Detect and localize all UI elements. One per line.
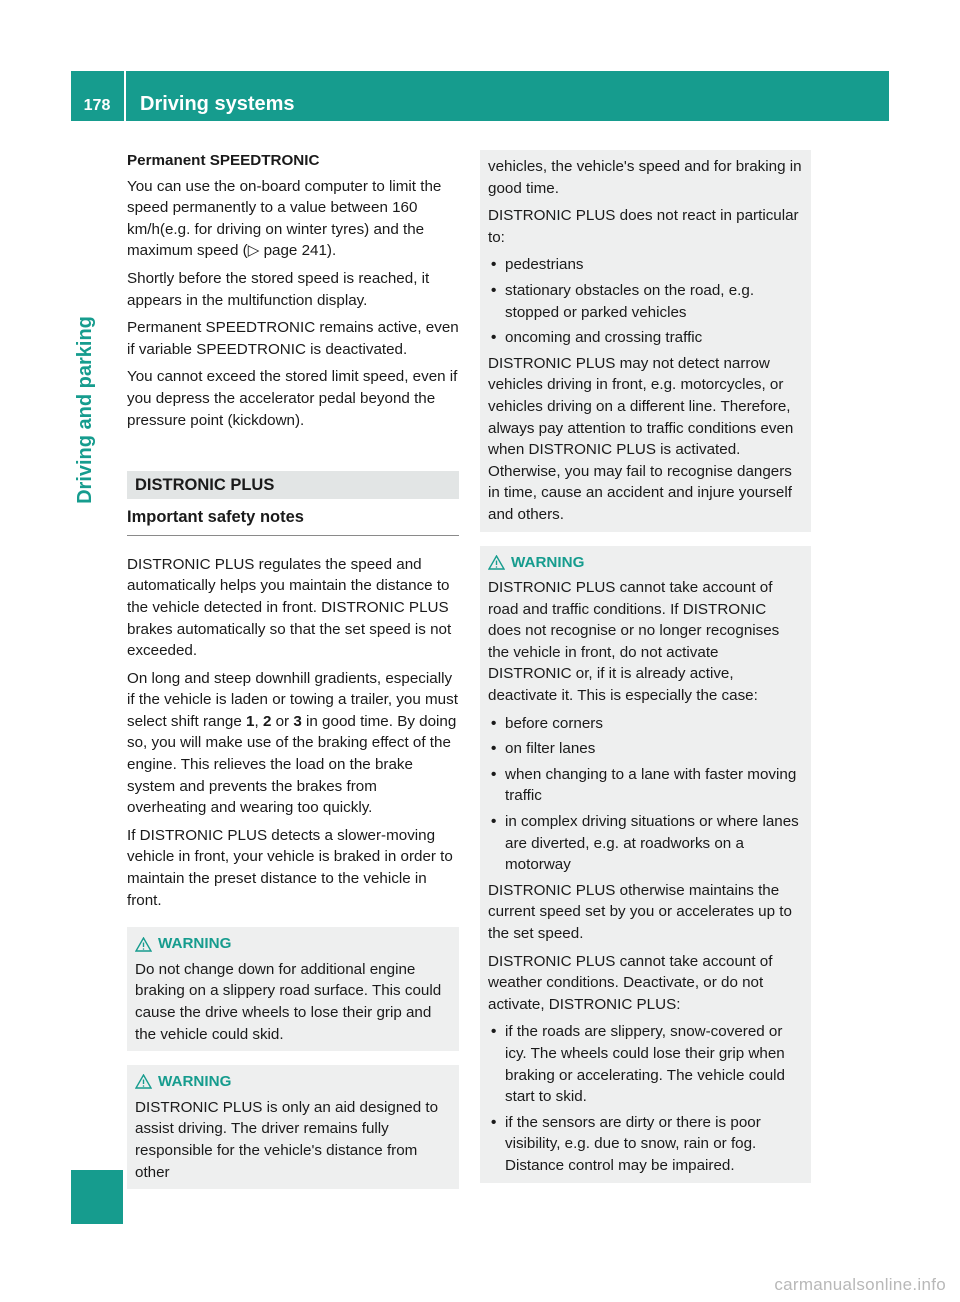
side-tab-block	[71, 1170, 123, 1224]
warning-header	[135, 933, 451, 955]
warning-header	[135, 1071, 451, 1093]
header-separator	[124, 71, 126, 121]
bullet-list	[488, 1021, 803, 1176]
bullet-list	[488, 254, 803, 348]
paragraph: DISTRONIC PLUS does not react in particular to:	[488, 207, 799, 246]
warning-text: DISTRONIC PLUS cannot take account of weather conditions. Deactivate, or do not activate, DISTRONIC PLUS:	[488, 952, 773, 1013]
list-item: • if the sensors are dirty or there is poor visibility, e.g. due to snow, rain or fog. Distance control may be impaired.	[488, 1112, 803, 1177]
list-item: • when changing to a lane with faster moving traffic	[488, 764, 803, 807]
paragraph	[127, 668, 459, 819]
list-item: • on filter lanes	[488, 738, 803, 760]
warning-box	[480, 546, 811, 1183]
text-run: or	[271, 712, 294, 730]
warning-text: Do not change down for additional engine braking on a slippery road surface. This could cause the drive wheels to lose their grip and the vehicle could skid.	[135, 960, 442, 1043]
warning-text: DISTRONIC PLUS otherwise maintains the current speed set by you or accelerates up to the set speed.	[488, 881, 792, 942]
warning-label: WARNING	[511, 553, 585, 571]
paragraph: Shortly before the stored speed is reached, it appears in the multifunction display.	[127, 269, 430, 309]
list-item: • pedestrians	[488, 254, 803, 276]
watermark: carmanualsonline.info	[774, 1275, 946, 1295]
text-run: On long and steep downhill gradients, especially if the vehicle is laden or towing a trailer, you must select shift range	[127, 669, 458, 730]
bullet-list	[488, 713, 803, 876]
subsection-title: Important safety notes	[127, 507, 459, 536]
paragraph: You can use the on-board computer to limit the speed permanently to a value between 160 km/h(e.g. for driving on winter tyres) and the maximum speed (▷ page 241).	[127, 177, 442, 260]
paragraph: DISTRONIC PLUS regulates the speed and automatically helps you maintain the distance to the vehicle detected in front. DISTRONIC PLUS brakes automatically so that the set speed is not exceeded.	[127, 555, 452, 660]
warning-triangle-icon	[488, 555, 505, 570]
text-run: in good time. By doing so, you will make use of the braking effect of the engine. This relieves the load on the brake system and prevents the brakes from overheating and wearing too quickly.	[127, 712, 457, 817]
section-title: DISTRONIC PLUS	[127, 471, 459, 499]
left-column	[127, 150, 459, 1189]
shift-range-2: 2	[262, 712, 272, 730]
list-item: • in complex driving situations or where lanes are diverted, e.g. at roadworks on a motorway	[488, 811, 803, 876]
speedtronic-heading: Permanent SPEEDTRONIC	[127, 152, 320, 169]
warning-label: WARNING	[158, 935, 232, 953]
list-item: • oncoming and crossing traffic	[488, 327, 803, 349]
side-tab-label: Driving and parking	[74, 316, 97, 504]
paragraph: If DISTRONIC PLUS detects a slower-moving vehicle in front, your vehicle is braked in order to maintain the preset distance to the vehicle in front.	[127, 826, 453, 909]
text-run: ,	[254, 712, 263, 730]
warning-continuation-box	[480, 150, 811, 532]
list-item: • stationary obstacles on the road, e.g. stopped or parked vehicles	[488, 280, 803, 323]
warning-label: WARNING	[158, 1073, 232, 1091]
warning-triangle-icon	[135, 937, 152, 952]
list-item: • before corners	[488, 713, 803, 735]
page-number: 178	[83, 97, 111, 114]
paragraph: DISTRONIC PLUS may not detect narrow vehicles driving in front, e.g. motorcycles, or vehicles driving on a different line. Therefore, always pay attention to traffic conditions even when DISTRONIC PLUS is activated. Otherwise, you may fail to recognise dangers in time, cause an accident and injure yourself and others.	[488, 354, 794, 523]
right-column	[480, 150, 811, 1183]
shift-range-1: 1	[246, 712, 255, 730]
warning-box	[127, 927, 459, 1051]
shift-range-3: 3	[293, 712, 302, 730]
paragraph: vehicles, the vehicle's speed and for braking in good time.	[488, 158, 802, 197]
warning-header	[488, 552, 803, 574]
warning-text: DISTRONIC PLUS is only an aid designed to assist driving. The driver remains fully responsible for the vehicle's distance from other	[135, 1098, 439, 1181]
warning-triangle-icon	[135, 1074, 152, 1089]
list-item: • if the roads are slippery, snow-covered or icy. The wheels could lose their grip when braking or accelerating. The vehicle could start to skid.	[488, 1021, 803, 1107]
chapter-title: Driving systems	[140, 93, 295, 115]
warning-text: DISTRONIC PLUS cannot take account of road and traffic conditions. If DISTRONIC does not recognise or no longer recognises the vehicle in front, do not activate DISTRONIC or, if it is already active, deactivate it. This is especially the case:	[488, 579, 780, 705]
warning-box	[127, 1065, 459, 1189]
paragraph: You cannot exceed the stored limit speed, even if you depress the accelerator pedal beyond the pressure point (kickdown).	[127, 368, 458, 429]
paragraph: Permanent SPEEDTRONIC remains active, even if variable SPEEDTRONIC is deactivated.	[127, 319, 459, 358]
